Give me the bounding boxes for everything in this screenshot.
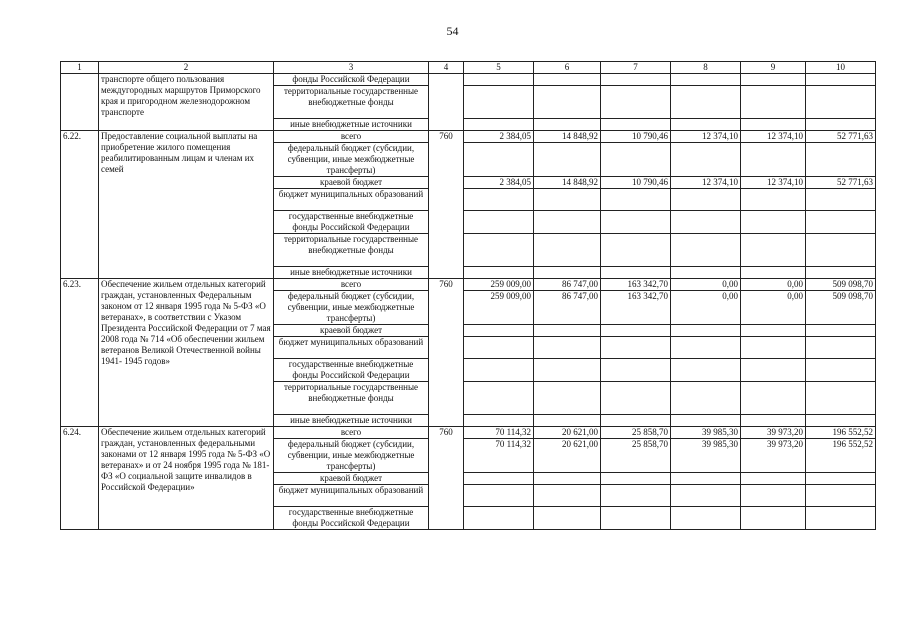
value-cell: 52 771,63 [806,177,876,189]
code-cell: 760 [429,427,464,530]
item-name-cell: транспорте общего пользования междугородных маршрутов Приморского края и пригородном железнодорожном транспорте [99,74,274,131]
value-cell: 20 621,00 [534,427,601,439]
value-cell: 14 848,92 [534,131,601,143]
item-name-cell: Обеспечение жильем отдельных категорий граждан, установленных федеральными законами от 12 января 1995 года № 5-ФЗ «О ветеранах» и от 24 ноября 1995 года № 181-ФЗ «О социальной защите инвалидов в Российской Федерации» [99,427,274,530]
value-cell: 2 384,05 [464,131,534,143]
value-cell: 25 858,70 [601,427,671,439]
value-cell: 0,00 [671,279,741,291]
column-number: 2 [99,62,274,74]
value-cell: 2 384,05 [464,177,534,189]
column-number: 1 [61,62,99,74]
code-cell: 760 [429,131,464,279]
value-cell: 70 114,32 [464,439,534,473]
funding-source-cell: федеральный бюджет (субсидии, субвенции, иные межбюджетные трансферты) [274,439,429,473]
value-cell: 10 790,46 [601,177,671,189]
value-cell: 163 342,70 [601,291,671,325]
value-cell: 259 009,00 [464,279,534,291]
funding-source-cell: бюджет муниципальных образований [274,337,429,359]
value-cell: 12 374,10 [741,131,806,143]
funding-source-cell: иные внебюджетные источники [274,267,429,279]
value-cell: 39 985,30 [671,439,741,473]
column-number: 5 [464,62,534,74]
value-cell: 86 747,00 [534,291,601,325]
item-number-cell [61,74,99,131]
funding-source-cell: бюджет муниципальных образований [274,485,429,507]
funding-source-cell: федеральный бюджет (субсидии, субвенции, иные межбюджетные трансферты) [274,291,429,325]
value-cell: 509 098,70 [806,279,876,291]
value-cell: 10 790,46 [601,131,671,143]
column-number: 10 [806,62,876,74]
item-number-cell: 6.22. [61,131,99,279]
funding-source-cell: всего [274,279,429,291]
funding-source-cell: краевой бюджет [274,473,429,485]
item-number-cell: 6.23. [61,279,99,427]
page-number: 54 [446,24,459,38]
column-number: 3 [274,62,429,74]
column-number: 6 [534,62,601,74]
table-row [61,279,876,291]
value-cell: 0,00 [741,279,806,291]
value-cell: 39 985,30 [671,427,741,439]
code-cell: 760 [429,279,464,427]
column-number: 4 [429,62,464,74]
funding-source-cell: территориальные государственные внебюджетные фонды [274,86,429,119]
item-number-cell: 6.24. [61,427,99,530]
funding-source-cell: краевой бюджет [274,177,429,189]
funding-source-cell: краевой бюджет [274,325,429,337]
funding-source-cell: территориальные государственные внебюджетные фонды [274,382,429,415]
value-cell: 12 374,10 [671,177,741,189]
value-cell: 86 747,00 [534,279,601,291]
funding-source-cell: фонды Российской Федерации [274,74,429,86]
funding-source-cell: всего [274,131,429,143]
item-name-cell: Обеспечение жильем отдельных категорий граждан, установленных Федеральным законом от 12 января 1995 года № 5-ФЗ «О ветеранах», в соответствии с Указом Президента Российской Федерации от 7 мая 2008 года № 714 «Об обеспечении жильем ветеранов Великой Отечественной войны 1941- 1945 годов» [99,279,274,427]
value-cell: 259 009,00 [464,291,534,325]
column-number-row [61,62,876,74]
column-number: 7 [601,62,671,74]
funding-source-cell: иные внебюджетные источники [274,119,429,131]
funding-source-cell: государственные внебюджетные фонды Российской Федерации [274,211,429,234]
value-cell: 0,00 [741,291,806,325]
value-cell: 70 114,32 [464,427,534,439]
funding-source-cell: иные внебюджетные источники [274,415,429,427]
column-number: 8 [671,62,741,74]
value-cell: 39 973,20 [741,427,806,439]
value-cell: 12 374,10 [741,177,806,189]
item-name-cell: Предоставление социальной выплаты на приобретение жилого помещения реабилитированным лицам и членам их семей [99,131,274,279]
funding-source-cell: всего [274,427,429,439]
value-cell: 52 771,63 [806,131,876,143]
funding-source-cell: государственные внебюджетные фонды Российской Федерации [274,507,429,530]
funding-source-cell: федеральный бюджет (субсидии, субвенции, иные межбюджетные трансферты) [274,143,429,177]
value-cell: 0,00 [671,291,741,325]
value-cell: 14 848,92 [534,177,601,189]
value-cell: 196 552,52 [806,439,876,473]
value-cell: 39 973,20 [741,439,806,473]
table-row [61,131,876,143]
table-row [61,427,876,439]
program-funding-table [60,61,876,530]
funding-source-cell: государственные внебюджетные фонды Российской Федерации [274,359,429,382]
code-cell [429,74,464,131]
value-cell: 163 342,70 [601,279,671,291]
value-cell: 20 621,00 [534,439,601,473]
value-cell: 509 098,70 [806,291,876,325]
value-cell: 12 374,10 [671,131,741,143]
column-number: 9 [741,62,806,74]
funding-source-cell: территориальные государственные внебюджетные фонды [274,234,429,267]
value-cell: 196 552,52 [806,427,876,439]
table-row [61,74,876,86]
funding-source-cell: бюджет муниципальных образований [274,189,429,211]
value-cell: 25 858,70 [601,439,671,473]
